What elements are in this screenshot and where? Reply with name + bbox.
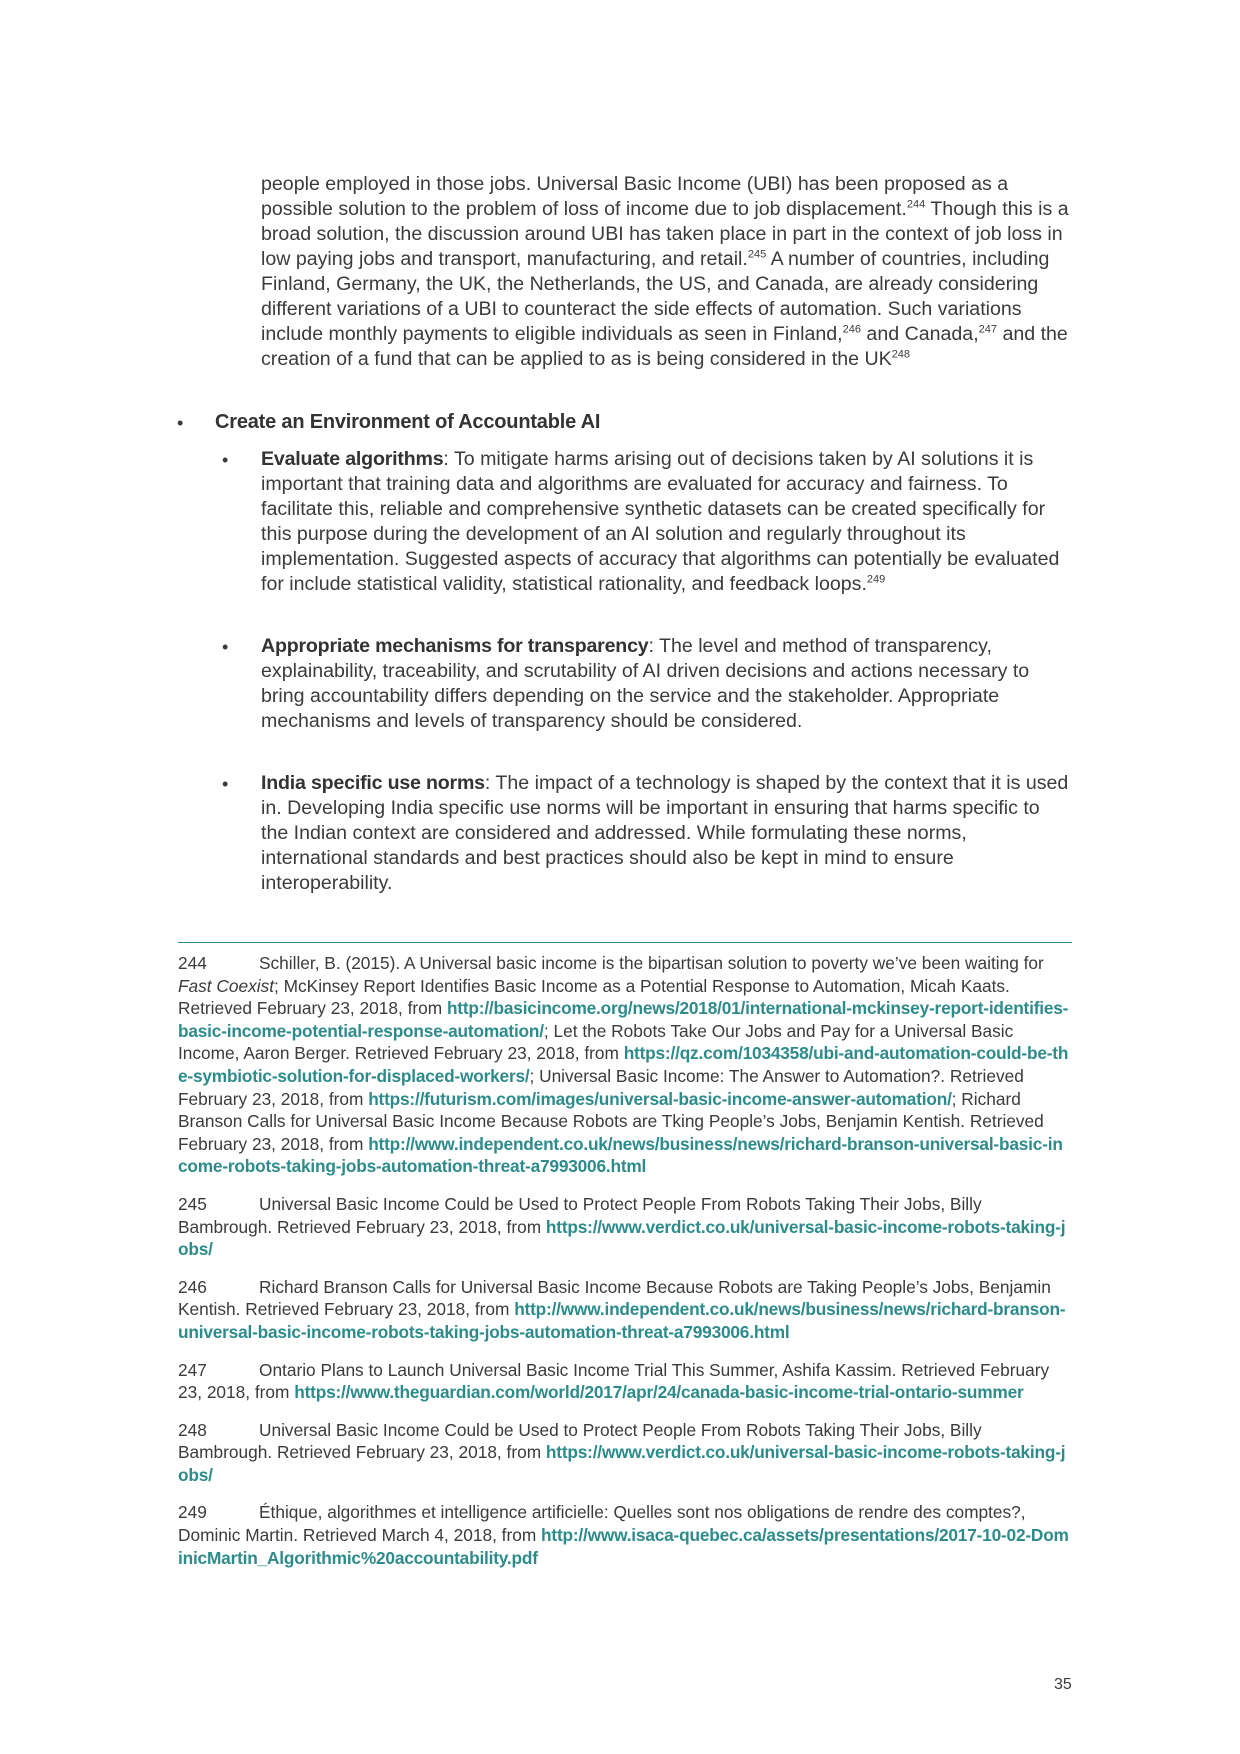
item-text: : The level and method of transparency, explainability, traceability, and scrutability of AI driven decisions and actions necessary to bring accountability differs depending on the service and the stakeholder. Appropriate mechanisms and levels of transparency should be considered.: [261, 635, 1030, 732]
footnote-text: ; Richard Branson Calls for Universal Basic Income Because Robots are Tking People’s Jobs, Benjamin Kentish. Retrieved February 23, 2018, from: [178, 1088, 1044, 1154]
footnote-text: Universal Basic Income Could be Used to Protect People From Robots Taking Their Jobs, Billy Bambrough. Retrieved February 23, 2018, from: [178, 1193, 982, 1237]
footnote-ref[interactable]: 248: [891, 348, 911, 361]
item-term: India specific use norms: [261, 772, 485, 794]
footnote-text: Schiller, B. (2015). A Universal basic income is the bipartisan solution to poverty we’ve been waiting for: [259, 953, 1044, 973]
footnote-link[interactable]: http://www.independent.co.uk/news/business/news/richard-branson-universal-basic-income-robots-taking-jobs-automation-threat-a7993006.html: [178, 1299, 1066, 1342]
footnote-divider: [178, 942, 1072, 943]
item-term: Appropriate mechanisms for transparency: [261, 635, 649, 657]
footnote-text: Ontario Plans to Launch Universal Basic Income Trial This Summer, Ashifa Kassim. Retrieved February 23, 2018, from: [178, 1359, 1050, 1403]
footnote-number: 248: [178, 1419, 207, 1440]
intro-text: Though this is a broad solution, the discussion around UBI has taken place in part in the context of job loss in low paying jobs and transport, manufacturing, and retail.: [261, 198, 1069, 270]
bullet-icon: •: [222, 774, 229, 794]
footnote-text: Fast Coexist: [178, 975, 275, 996]
footnote-ref[interactable]: 249: [866, 573, 886, 586]
footnote-number: 246: [178, 1276, 207, 1297]
footnote-text: ; Let the Robots Take Our Jobs and Pay for a Universal Basic Income, Aaron Berger. Retrieved February 23, 2018, from: [178, 1020, 1014, 1064]
bullet-icon: •: [222, 450, 229, 470]
footnote-number: 249: [178, 1502, 207, 1523]
footnote-text: Richard Branson Calls for Universal Basic Income Because Robots are Taking People’s Jobs, Benjamin Kentish. Retrieved February 23, 2018, from: [178, 1276, 1051, 1320]
intro-text: people employed in those jobs. Universal Basic Income (UBI) has been proposed as a possible solution to the problem of loss of income due to job displacement.: [261, 173, 1009, 220]
intro-text: A number of countries, including Finland, Germany, the UK, the Netherlands, the US, and Canada, are already considering different variations of a UBI to counteract the side effects of automation. Such variations include monthly payments to eligible individuals as seen in Finland,: [261, 248, 1050, 345]
footnote-link[interactable]: https://www.verdict.co.uk/universal-basic-income-robots-taking-jobs/: [178, 1216, 1066, 1260]
footnote-text: Universal Basic Income Could be Used to Protect People From Robots Taking Their Jobs, Billy Bambrough. Retrieved February 23, 2018, from: [178, 1419, 982, 1463]
footnote-link[interactable]: https://www.verdict.co.uk/universal-basic-income-robots-taking-jobs/: [178, 1442, 1066, 1485]
footnote-ref[interactable]: 245: [747, 248, 767, 261]
footnote-248: [178, 1419, 1072, 1487]
section-heading: Create an Environment of Accountable AI: [215, 411, 601, 433]
footnote-ref[interactable]: 247: [978, 323, 998, 336]
footnote-249: [178, 1501, 1072, 1569]
footnote-ref[interactable]: 246: [842, 323, 861, 336]
footnote-link[interactable]: http://www.independent.co.uk/news/business/news/richard-branson-universal-basic-income-robots-taking-jobs-automation-threat-a7993006.html: [178, 1133, 1063, 1177]
footnote-247: [178, 1359, 1072, 1404]
footnote-245: [178, 1193, 1072, 1261]
footnote-text: Éthique, algorithmes et intelligence artificielle: Quelles sont nos obligations de rendre des comptes?, Dominic Martin. Retrieved March 4, 2018, from: [178, 1502, 1026, 1546]
footnote-link[interactable]: https://www.theguardian.com/world/2017/apr/24/canada-basic-income-trial-ontario-summer: [294, 1382, 1024, 1403]
footnote-ref[interactable]: 244: [906, 198, 926, 211]
footnote-244: [178, 952, 1072, 1178]
item-text: : The impact of a technology is shaped by the context that it is used in. Developing India specific use norms will be important in ensuring that harms specific to the Indian context are considered and addressed. While formulating these norms, international standards and best practices should also be kept in mind to ensure interoperability.: [261, 772, 1069, 894]
page-number: 35: [1054, 1676, 1072, 1693]
intro-text: and the creation of a fund that can be applied to as is being considered in the UK: [261, 323, 1068, 370]
list-item-evaluate-algorithms: [261, 447, 1071, 597]
item-term: Evaluate algorithms: [261, 448, 444, 470]
footnote-text: ; Universal Basic Income: The Answer to Automation?. Retrieved February 23, 2018, from: [178, 1065, 1024, 1109]
bullet-icon: •: [222, 637, 229, 657]
footnote-number: 244: [178, 953, 207, 973]
footnote-text: ; McKinsey Report Identifies Basic Income as a Potential Response to Automation, Micah Kaats. Retrieved February 23, 2018, from: [178, 975, 1010, 1019]
footnote-link[interactable]: http://basicincome.org/news/2018/01/international-mckinsey-report-identifies-basic-income-potential-response-automation/: [178, 998, 1069, 1041]
intro-text: and Canada,: [860, 323, 979, 345]
footnotes: [178, 952, 1072, 1584]
list-item-india-norms: [261, 771, 1071, 896]
intro-paragraph: [261, 172, 1071, 372]
footnote-246: [178, 1276, 1072, 1344]
footnote-link[interactable]: https://qz.com/1034358/ubi-and-automation-could-be-the-symbiotic-solution-for-displaced-workers/: [178, 1043, 1069, 1086]
footnote-number: 247: [178, 1359, 207, 1380]
footnote-link[interactable]: http://www.isaca-quebec.ca/assets/presentations/2017-10-02-DominicMartin_Algorithmic%20accountability.pdf: [178, 1525, 1069, 1568]
footnote-link[interactable]: https://futurism.com/images/universal-basic-income-answer-automation/: [368, 1088, 952, 1109]
footnote-number: 245: [178, 1193, 207, 1214]
item-text: : To mitigate harms arising out of decisions taken by AI solutions it is important that training data and algorithms are evaluated for accuracy and fairness. To facilitate this, reliable and comprehensive synthetic datasets can be created specifically for this purpose during the development of an AI solution and regularly throughout its implementation. Suggested aspects of accuracy that algorithms can potentially be evaluated for include statistical validity, statistical rationality, and feedback loops.: [261, 448, 1060, 595]
bullet-icon: •: [177, 413, 184, 433]
list-item-transparency: [261, 634, 1071, 734]
